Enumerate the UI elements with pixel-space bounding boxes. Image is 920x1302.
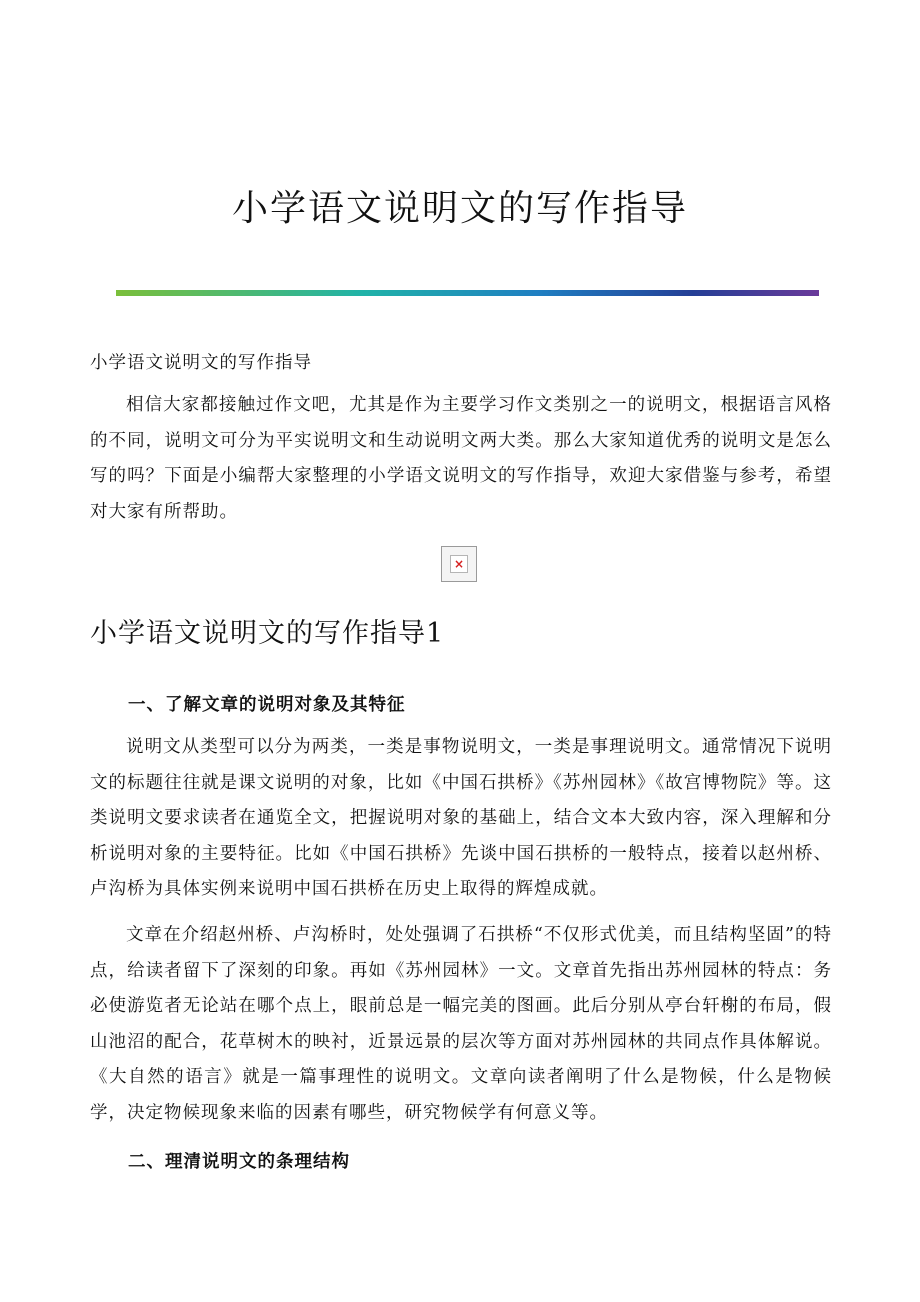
intro-paragraph: 相信大家都接触过作文吧，尤其是作为主要学习作文类别之一的说明文，根据语言风格的不同，说明文可分为平实说明文和生动说明文两大类。那么大家知道优秀的说明文是怎么写的吗？下面是小编帮大家整理的小学语文说明文的写作指导，欢迎大家借鉴与参考，希望对大家有所帮助。 xyxy=(90,395,832,522)
broken-image-x-icon: × xyxy=(450,555,468,573)
section-heading: 小学语文说明文的写作指导1 xyxy=(90,618,445,649)
document-title: 小学语文说明文的写作指导 xyxy=(231,188,688,229)
body-paragraph-1: 说明文从类型可以分为两类，一类是事物说明文，一类是事理说明文。通常情况下说明文的标题往往就是课文说明的对象，比如《中国石拱桥》《苏州园林》《故宫博物院》等。这类说明文要求读者在通览全文，把握说明对象的基础上，结合文本大致内容，深入理解和分析说明对象的主要特征。比如《中国石拱桥》先谈中国石拱桥的一般特点，接着以赵州桥、卢沟桥为具体实例来说明中国石拱桥在历史上取得的辉煌成就。 xyxy=(90,737,832,899)
subtitle-line: 小学语文说明文的写作指导 xyxy=(90,353,312,373)
subheading-1: 一、了解文章的说明对象及其特征 xyxy=(128,695,406,715)
subheading-2: 二、理清说明文的条理结构 xyxy=(128,1152,350,1172)
title-divider xyxy=(116,290,819,296)
body-paragraph-2: 文章在介绍赵州桥、卢沟桥时，处处强调了石拱桥“不仅形式优美，而且结构坚固”的特点，给读者留下了深刻的印象。再如《苏州园林》一文。文章首先指出苏州园林的特点：务必使游览者无论站在哪个点上，眼前总是一幅完美的图画。此后分别从亭台轩榭的布局，假山池沼的配合，花草树木的映衬，近景远景的层次等方面对苏州园林的共同点作具体解说。《大自然的语言》就是一篇事理性的说明文。文章向读者阐明了什么是物候，什么是物候学，决定物候现象来临的因素有哪些，研究物候学有何意义等。 xyxy=(90,925,832,1123)
broken-image-icon xyxy=(441,546,477,582)
